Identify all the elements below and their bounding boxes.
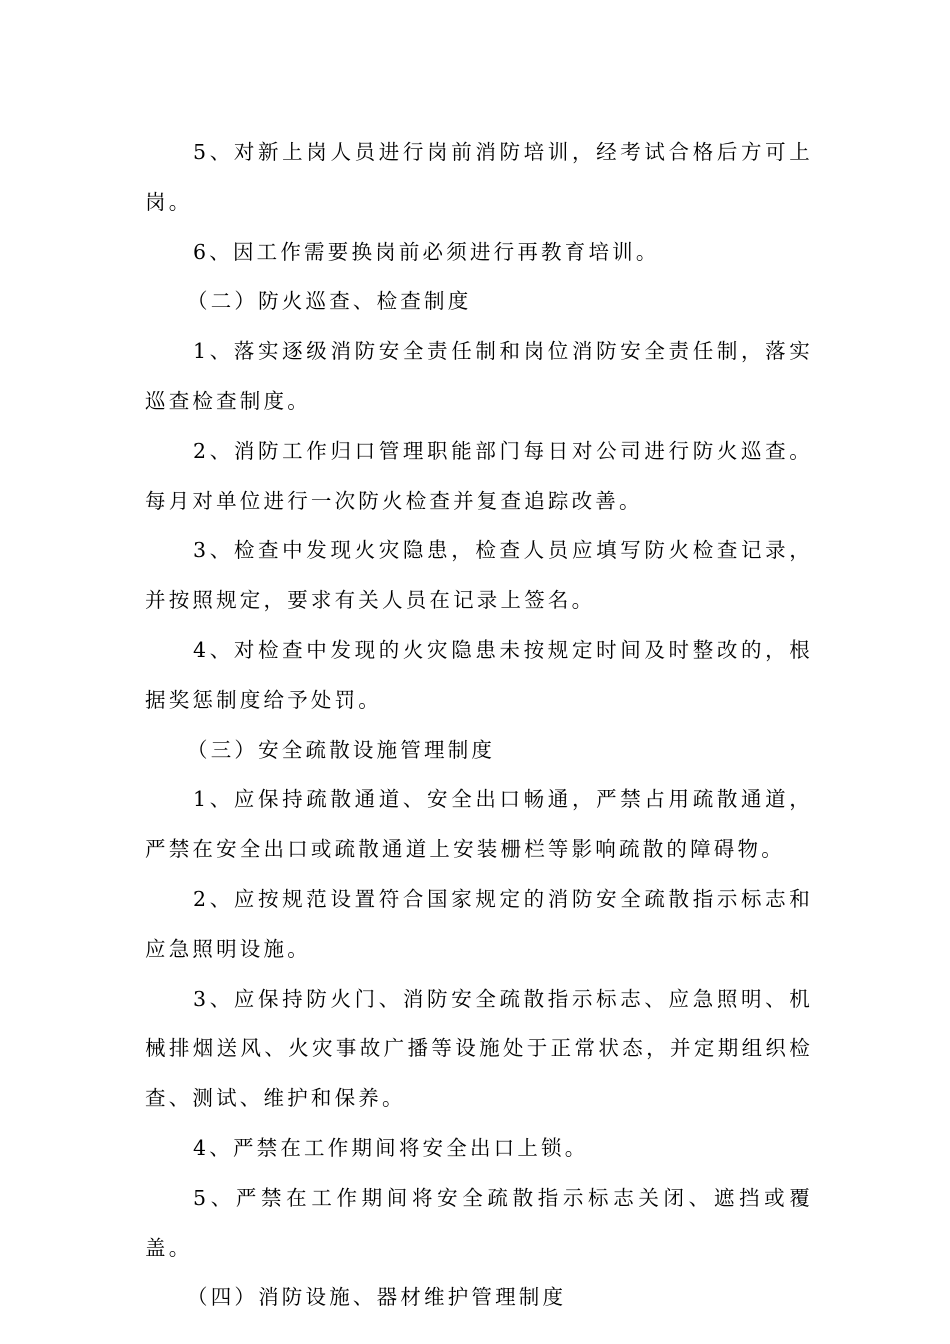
- section-heading-equipment: （四）消防设施、器材维护管理制度: [187, 1285, 567, 1310]
- paragraph-evacuation-4: 4、严禁在工作期间将安全出口上锁。: [193, 1135, 589, 1160]
- paragraph-evacuation-5: 5、严禁在工作期间将安全疏散指示标志关闭、遮挡或覆盖。: [145, 1185, 813, 1260]
- paragraph-patrol-4: 4、对检查中发现的火灾隐患未按规定时间及时整改的，根据奖惩制度给予处罚。: [145, 637, 813, 712]
- paragraph-evacuation-1: 1、应保持疏散通道、安全出口畅通，严禁占用疏散通道，严禁在安全出口或疏散通道上安装栅栏等影响疏散的障碍物。: [145, 787, 813, 862]
- section-heading-fire-patrol: （二）防火巡查、检查制度: [187, 289, 472, 314]
- paragraph-item-6-retraining: 6、因工作需要换岗前必须进行再教育培训。: [193, 239, 660, 264]
- paragraph-evacuation-2: 2、应按规范设置符合国家规定的消防安全疏散指示标志和应急照明设施。: [145, 886, 813, 961]
- paragraph-evacuation-3: 3、应保持防火门、消防安全疏散指示标志、应急照明、机械排烟送风、火灾事故广播等设施处于正常状态，并定期组织检查、测试、维护和保养。: [145, 986, 813, 1111]
- paragraph-patrol-3: 3、检查中发现火灾隐患，检查人员应填写防火检查记录，并按照规定，要求有关人员在记录上签名。: [145, 538, 813, 613]
- paragraph-item-5-training: 5、对新上岗人员进行岗前消防培训，经考试合格后方可上岗。: [145, 140, 813, 214]
- section-heading-evacuation: （三）安全疏散设施管理制度: [187, 737, 496, 762]
- paragraph-patrol-1: 1、落实逐级消防安全责任制和岗位消防安全责任制，落实巡查检查制度。: [145, 339, 813, 413]
- paragraph-patrol-2: 2、消防工作归口管理职能部门每日对公司进行防火巡查。每月对单位进行一次防火检查并复查追踪改善。: [145, 438, 813, 513]
- document-page: [145, 128, 813, 1323]
